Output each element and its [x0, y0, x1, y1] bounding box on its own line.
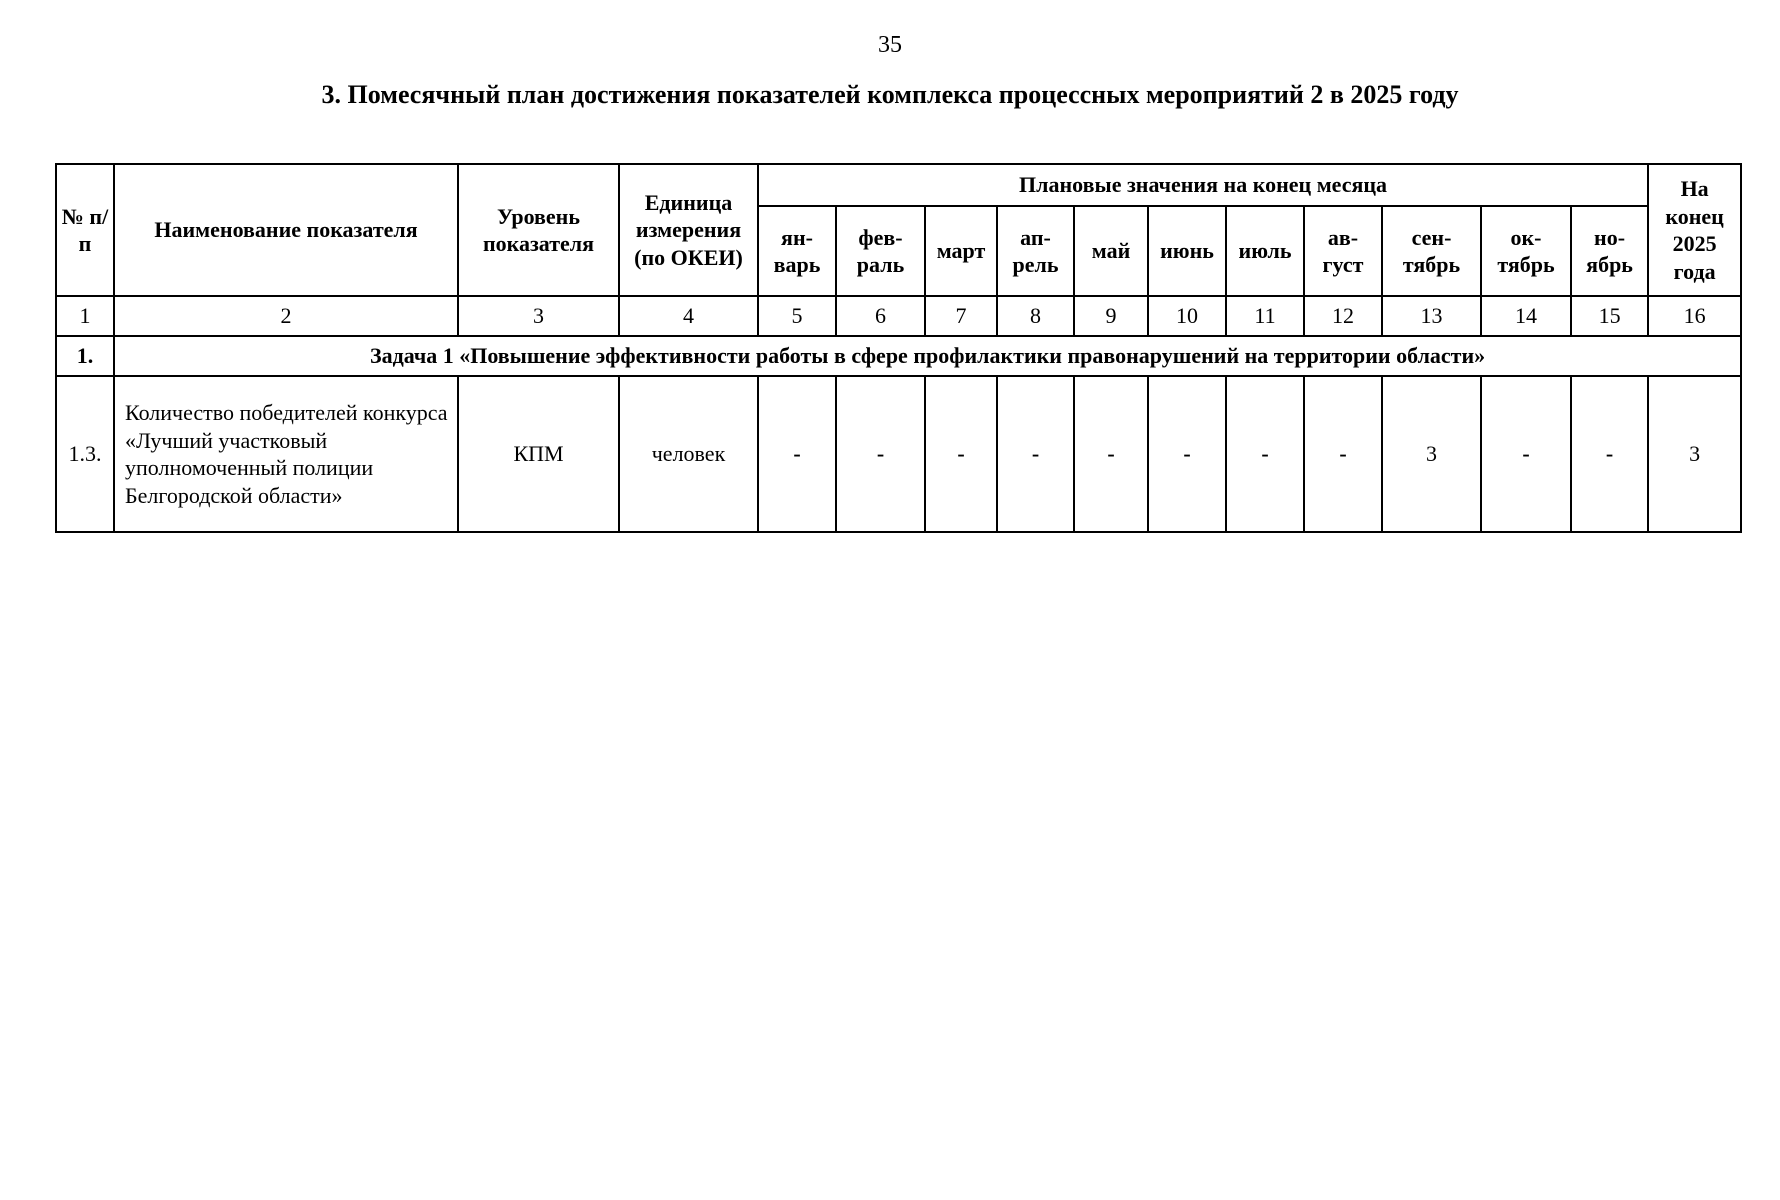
column-number: 15 — [1571, 296, 1648, 336]
month-value: - — [1304, 376, 1382, 532]
column-number: 12 — [1304, 296, 1382, 336]
header-month: июль — [1226, 206, 1304, 296]
header-unit: Единица измерения (по ОКЕИ) — [619, 164, 758, 296]
column-number: 2 — [114, 296, 458, 336]
header-month: ян-варь — [758, 206, 836, 296]
month-value: - — [1571, 376, 1648, 532]
header-month: июнь — [1148, 206, 1226, 296]
header-month: ав-густ — [1304, 206, 1382, 296]
month-value: - — [925, 376, 997, 532]
header-month: май — [1074, 206, 1148, 296]
column-number: 16 — [1648, 296, 1741, 336]
indicator-unit: человек — [619, 376, 758, 532]
column-number: 1 — [56, 296, 114, 336]
row-number: 1.3. — [56, 376, 114, 532]
header-level: Уровень показателя — [458, 164, 619, 296]
header-year-end: На конец 2025 года — [1648, 164, 1741, 296]
column-number: 10 — [1148, 296, 1226, 336]
month-value: - — [1148, 376, 1226, 532]
header-month: март — [925, 206, 997, 296]
column-number: 11 — [1226, 296, 1304, 336]
column-number: 8 — [997, 296, 1074, 336]
month-value: 3 — [1382, 376, 1481, 532]
header-month: фев-раль — [836, 206, 925, 296]
indicator-name: Количество победителей конкурса «Лучший участковый уполномоченный полиции Белгородской области» — [114, 376, 458, 532]
task-text: Задача 1 «Повышение эффективности работы в сфере профилактики правонарушений на территории области» — [114, 336, 1741, 376]
table-row — [56, 376, 1741, 532]
month-value: - — [1226, 376, 1304, 532]
header-name: Наименование показателя — [114, 164, 458, 296]
month-value: - — [1074, 376, 1148, 532]
column-number: 3 — [458, 296, 619, 336]
column-number: 4 — [619, 296, 758, 336]
column-number: 5 — [758, 296, 836, 336]
task-row — [56, 336, 1741, 376]
header-month: но-ябрь — [1571, 206, 1648, 296]
column-number: 13 — [1382, 296, 1481, 336]
month-value: - — [997, 376, 1074, 532]
month-value: - — [1481, 376, 1571, 532]
page-title: 3. Помесячный план достижения показателей комплекса процессных мероприятий 2 в 2025 году — [321, 80, 1459, 109]
column-number: 6 — [836, 296, 925, 336]
header-month: сен-тябрь — [1382, 206, 1481, 296]
column-number: 7 — [925, 296, 997, 336]
month-value: - — [758, 376, 836, 532]
header-month: ап-рель — [997, 206, 1074, 296]
header-num: № п/п — [56, 164, 114, 296]
year-end-value: 3 — [1648, 376, 1741, 532]
column-number: 14 — [1481, 296, 1571, 336]
column-number-row — [56, 296, 1741, 336]
header-month: ок-тябрь — [1481, 206, 1571, 296]
header-plan-group: Плановые значения на конец месяца — [758, 164, 1648, 206]
month-value: - — [836, 376, 925, 532]
column-number: 9 — [1074, 296, 1148, 336]
indicator-level: КПМ — [458, 376, 619, 532]
monthly-plan-table — [55, 163, 1742, 533]
task-number: 1. — [56, 336, 114, 376]
page-number: 35 — [878, 32, 902, 58]
